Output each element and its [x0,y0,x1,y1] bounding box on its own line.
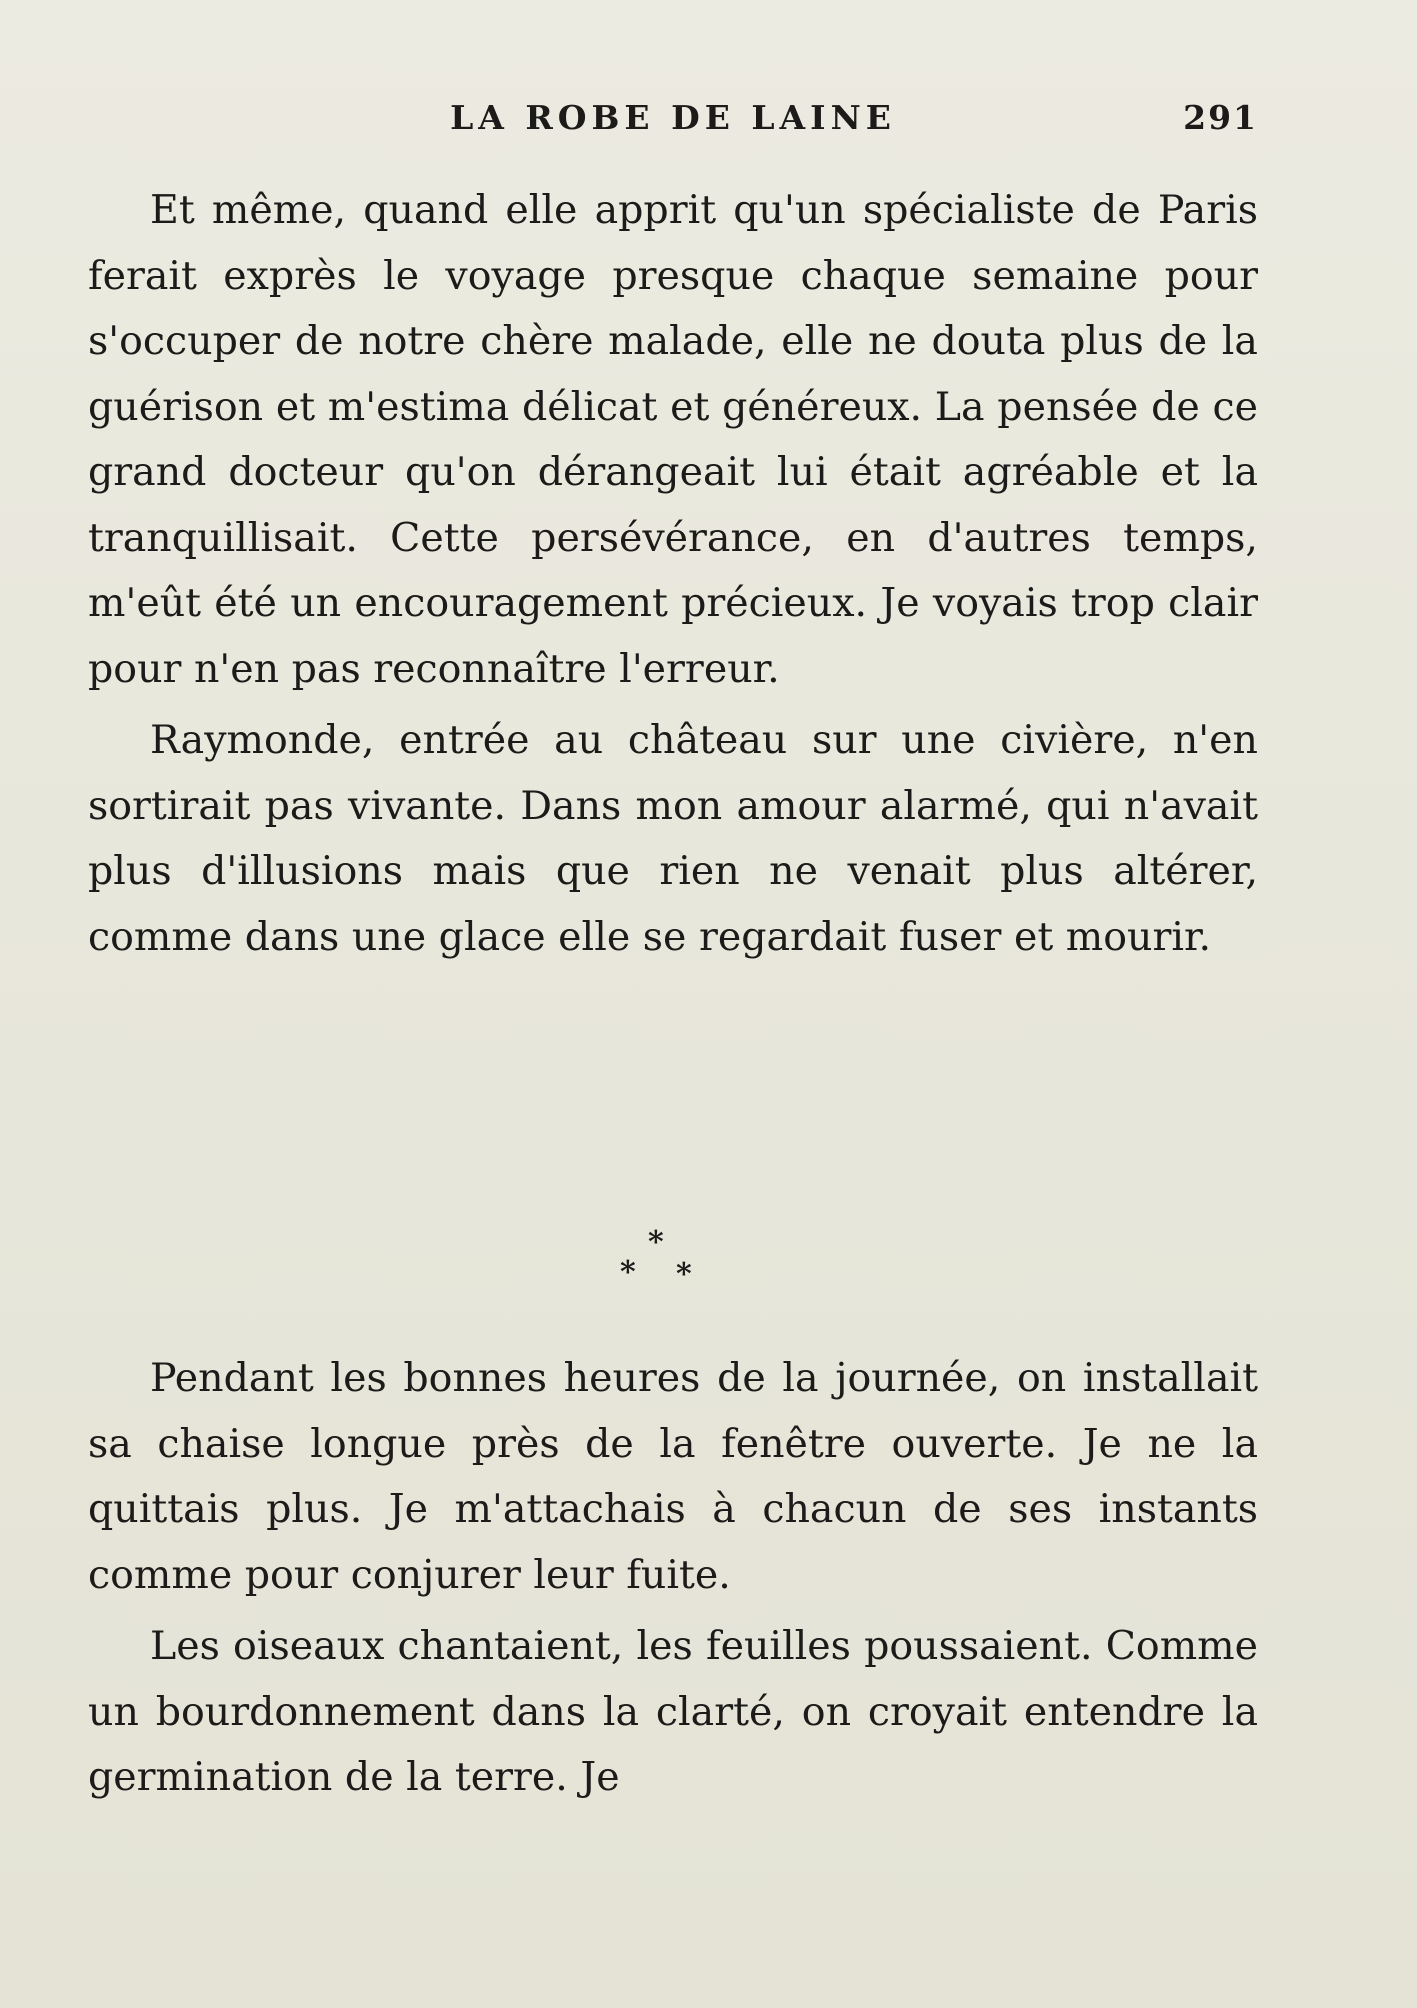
text-block-before-break [88,178,1258,970]
running-title: LA ROBE DE LAINE [450,98,896,137]
separator-star: * [620,1255,636,1290]
text-block-after-break [88,1346,1258,1811]
paragraph: Raymonde, entrée au château sur une civière, n'en sortirait pas vivante. Dans mon amour alarmé, qui n'avait plus d'illusions mais que rien ne venait plus altérer, comme dans une glace elle se regardait fuser et mourir. [88,717,1258,960]
running-head [88,98,1258,148]
paragraph: Et même, quand elle apprit qu'un spécialiste de Paris ferait exprès le voyage presque chaque semaine pour s'occuper de notre chère malade, elle ne douta plus de la guérison et m'estima délicat et généreux. La pensée de ce grand docteur qu'on dérangeait lui était agréable et la tranquillisait. Cette persévérance, en d'autres temps, m'eût été un encouragement précieux. Je voyais trop clair pour n'en pas reconnaître l'erreur. [88,187,1258,692]
separator-star: * [648,1225,664,1260]
page-number: 291 [1183,98,1258,137]
paragraph: Pendant les bonnes heures de la journée, on installait sa chaise longue près de la fenêtre ouverte. Je ne la quittais plus. Je m'attachais à chacun de ses instants comme pour conjurer leur fuite. [88,1355,1258,1598]
asterism-separator [608,1225,708,1298]
paragraph: Les oiseaux chantaient, les feuilles poussaient. Comme un bourdonnement dans la clarté, on croyait entendre la germination de la terre. Je [88,1623,1258,1800]
separator-star: * [676,1257,692,1292]
